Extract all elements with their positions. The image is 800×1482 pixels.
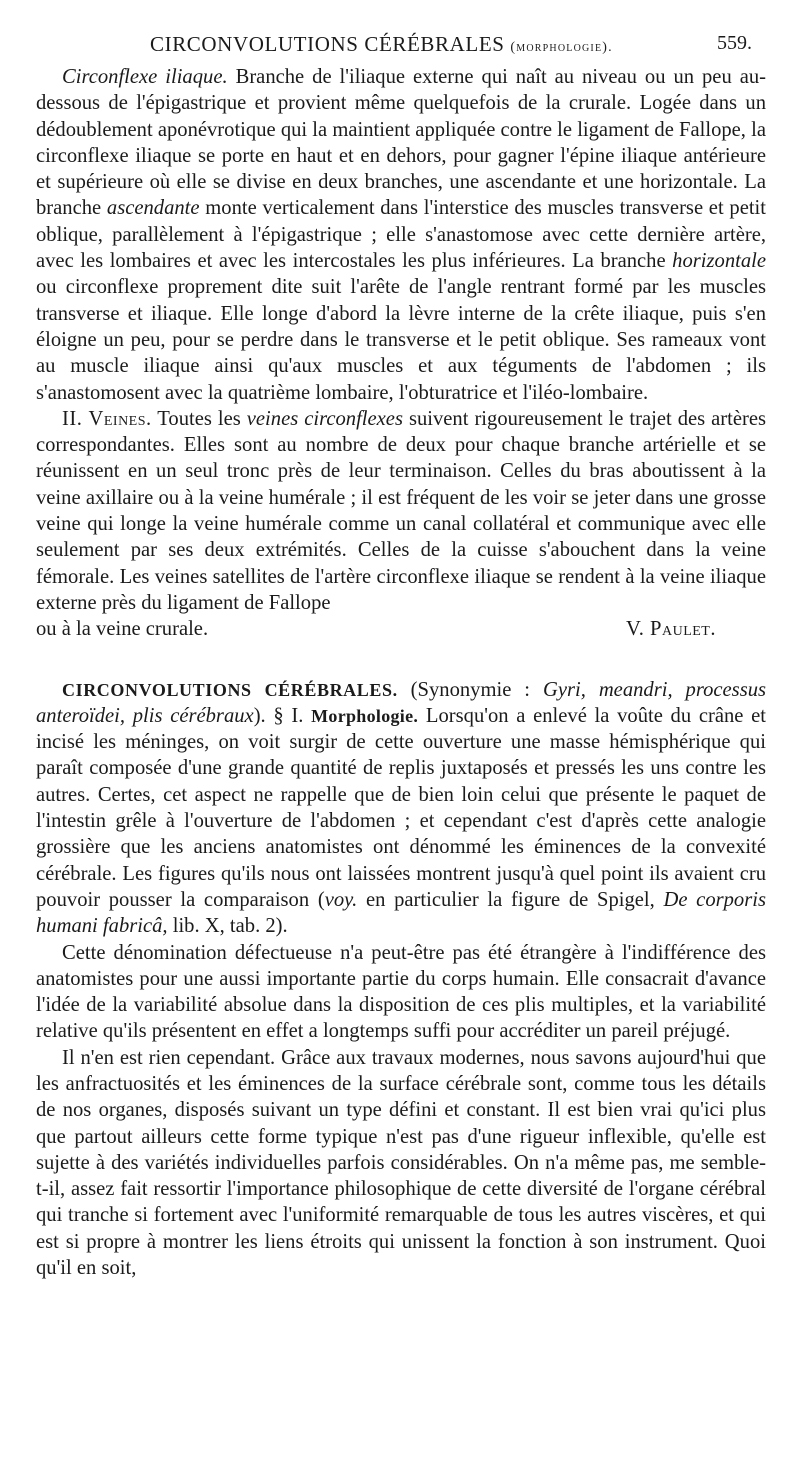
italic-run: Gyri, meandri, processus anteroïdei, plis cérébraux (36, 678, 767, 727)
italic-run: veines circonflexes (246, 407, 403, 430)
italic-run: De corporis humani fabricâ, (36, 888, 766, 938)
italic-run: horizontale (672, 250, 766, 273)
text-run: Branche de l'iliaque externe qui naît au niveau ou un peu au-dessous de l'épigastrique et provient même quelquefois de la crurale. Logée dans un dédoublement aponévrotique qui la maintient appliquée contre le ligament de Fallope, la circonflexe iliaque se porte en haut et en dehors, pour gagner l'épine iliaque antérieure et supérieure où elle se divise en deux branches, une ascendante et une horizontale. La branche (36, 66, 766, 220)
text-run: Toutes les (151, 407, 247, 430)
text-run: lib. X, tab. 2). (167, 915, 288, 938)
paragraph-circonflexe-iliaque (36, 64, 766, 406)
italic-run: voy. (324, 888, 358, 911)
paragraph-circonvolutions (36, 677, 766, 940)
text-run: monte verticalement dans l'interstice des muscles transverse et petit oblique, parallèlement à l'épigastrique ; elle s'anastomose avec cette dernière artère, avec les lombaires et avec les intercostales les plus inférieures. La branche (36, 197, 766, 273)
running-title-main: CIRCONVOLUTIONS CÉRÉBRALES (150, 32, 505, 56)
running-title (150, 32, 613, 57)
article-heading: CIRCONVOLUTIONS CÉRÉBRALES. (62, 679, 398, 700)
text-run: ou circonflexe proprement dite suit l'arête de l'angle rentrant formé par les muscles transverse et iliaque. Elle longe d'abord la lèvre interne de la crête iliaque, puis s'en éloigne un peu, pour se perdre dans le transverse et le petit oblique. Ses rameaux vont au muscle iliaque ainsi qu'aux muscles et aux téguments de l'abdomen ; ils s'anastomosent avec la quatrième lombaire, l'obturatrice et l'iléo-lombaire. (36, 276, 766, 404)
text-run: ou à la veine crurale. (36, 618, 209, 641)
text-run: suivent rigoureusement le trajet des artères correspondantes. Elles sont au nombre de deux pour chaque branche artérielle et se réunissent en un seul tronc près de leur terminaison. Celles du bras aboutissent à la veine axillaire ou à la veine humérale ; il est fréquent de les voir se jeter dans une grosse veine qui longe la veine humérale comme un canal collatéral et communique avec elle seulement par ses deux extrémités. Celles de la cuisse s'abouchent dans la veine fémorale. Les veines satellites de l'artère circonflexe iliaque se rendent à la veine iliaque externe près du ligament de Fallope (36, 407, 767, 614)
running-header (62, 32, 752, 60)
section-spacer (36, 643, 766, 677)
text-run: en particulier la figure de Spigel, (357, 888, 664, 911)
subsection-label: Morphologie. (311, 705, 419, 726)
entry-term: Circonflexe iliaque. (62, 66, 228, 88)
text-run: (Synonymie : (397, 678, 543, 701)
signature-line (36, 616, 766, 642)
text-run: Lorsqu'on a enlevé la voûte du crâne et incisé les méninges, on voit surgir de cette ouverture une masse hémisphérique qui paraît composée d'une grande quantité de replis juxtaposés et pressés les uns contre les autres. Certes, cet aspect ne rappelle que de bien loin celui que présente le paquet de l'intestin grêle à l'ouverture de l'abdomen ; et cependant c'est d'après cette analogie grossière que les anciens anatomistes ont dénommé les éminences de la convexité cérébrale. Les figures qu'ils nous ont laissées montrent jusqu'à quel point ils avaient cru pouvoir pousser la comparaison ( (36, 704, 766, 911)
paragraph-veines (36, 406, 766, 616)
section-label: II. Veines. (62, 407, 152, 430)
running-title-sub: (morphologie). (510, 40, 613, 55)
text-run: ). § I. (253, 704, 312, 727)
page-number: 559. (717, 32, 752, 54)
paragraph-denomination: Cette dénomination défectueuse n'a peut-être pas été étrangère à l'indifférence des anatomistes pour une aussi importante partie du corps humain. Elle consacrait d'avance l'idée de la variabilité absolue dans la disposition de ces plis multiples, et la variabilité relative qu'ils présentent en effet a longtemps suffi pour accréditer un pareil préjugé. (36, 941, 766, 1043)
author-signature: V. Paulet. (626, 618, 716, 641)
italic-run: ascendante (106, 197, 200, 220)
paragraph-travaux-modernes: Il n'en est rien cependant. Grâce aux travaux modernes, nous savons aujourd'hui que les anfractuosités et les éminences de la surface cérébrale sont, comme tous les détails de nos organes, disposés suivant un type défini et constant. Il est bien vrai qu'ici plus que partout ailleurs cette forme typique n'est pas d'une rigueur inflexible, qu'elle est sujette à des variétés individuelles parfois considérables. On n'a même pas, me semble-t-il, assez fait ressortir l'importance philosophique de cette diversité de l'organe cérébral qui tranche si fortement avec l'uniformité remarquable de tous les autres viscères, et qui est si propre à montrer les liens étroits qui unissent la fonction à son instrument. Quoi qu'il en soit, (36, 1046, 766, 1280)
page-body (36, 64, 766, 1281)
